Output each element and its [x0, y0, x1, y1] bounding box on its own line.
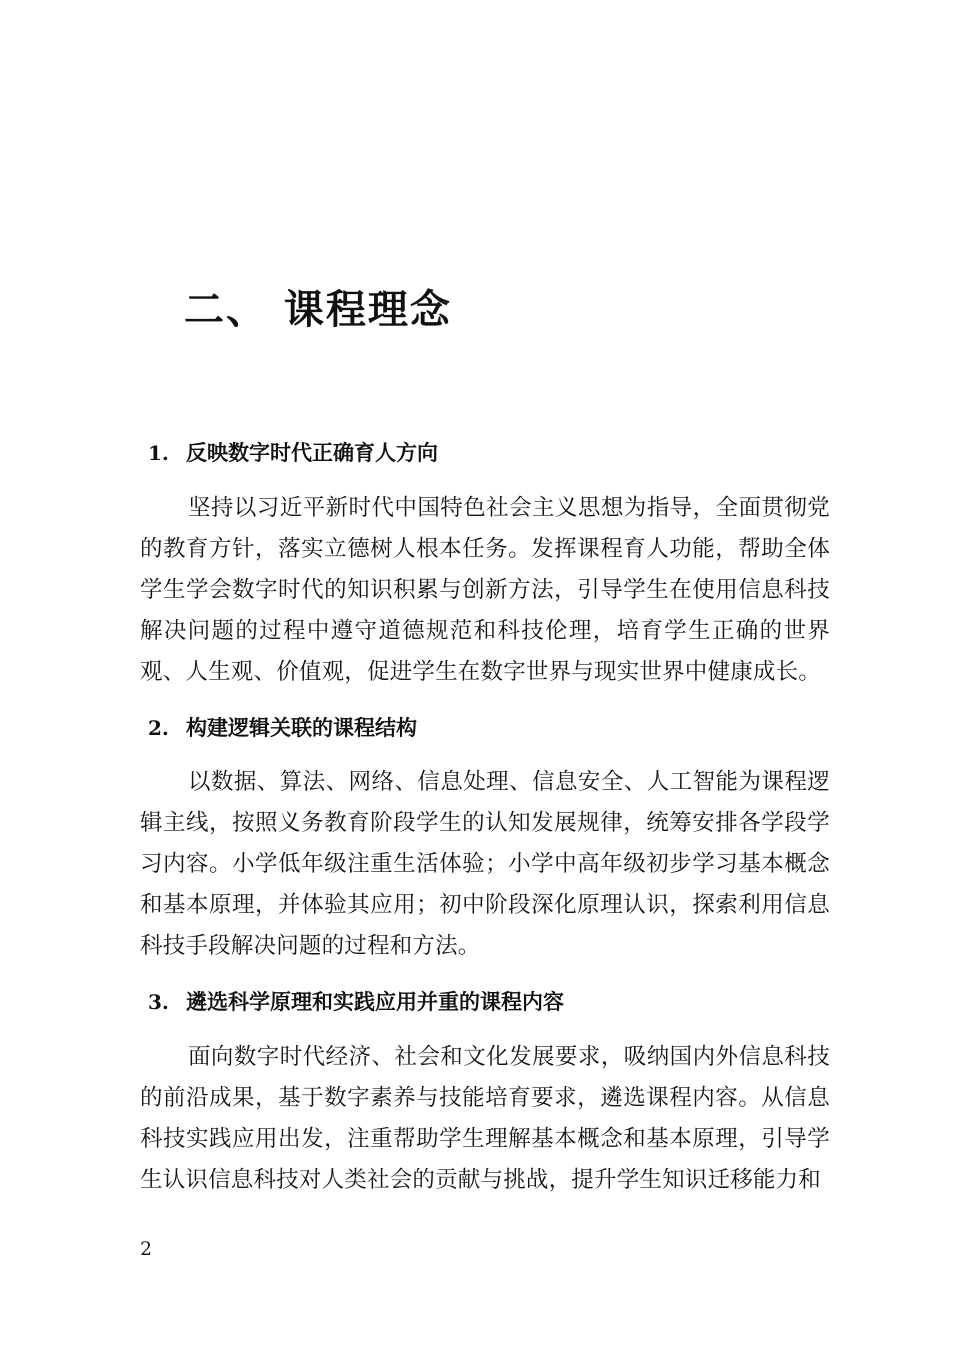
- section-3-paragraph: 面向数字时代经济、社会和文化发展要求，吸纳国内外信息科技的前沿成果，基于数字素养与技能培育要求，遴选课程内容。从信息科技实践应用出发，注重帮助学生理解基本概念和基本原理，引导学生认识信息科技对人类社会的贡献与挑战，提升学生知识迁移能力和: [140, 1043, 830, 1193]
- section-2-heading-text: 构建逻辑关联的课程结构: [186, 715, 417, 740]
- page-content: [140, 286, 830, 1201]
- section-1: [140, 438, 830, 693]
- spacer: [140, 470, 830, 488]
- section-1-heading-text: 反映数字时代正确育人方向: [186, 441, 438, 465]
- spacer: [140, 693, 830, 713]
- section-3: [140, 987, 830, 1201]
- section-2: [140, 713, 830, 968]
- spacer: [140, 967, 830, 987]
- spacer: [140, 744, 830, 762]
- spacer: [140, 1019, 830, 1037]
- section-1-paragraph: 坚持以习近平新时代中国特色社会主义思想为指导，全面贯彻党的教育方针，落实立德树人根本任务。发挥课程育人功能，帮助全体学生学会数字时代的知识积累与创新方法，引导学生在使用信息科技解决问题的过程中遵守道德规范和科技伦理，培育学生正确的世界观、人生观、价值观，促进学生在数字世界与现实世界中健康成长。: [140, 494, 830, 685]
- section-2-paragraph: 以数据、算法、网络、信息处理、信息安全、人工智能为课程逻辑主线，按照义务教育阶段学生的认知发展规律，统筹安排各学段学习内容。小学低年级注重生活体验；小学中高年级初步学习基本概念和基本原理，并体验其应用；初中阶段深化原理认识，探索利用信息科技手段解决问题的过程和方法。: [140, 769, 830, 959]
- page-title: 二、 课程理念: [184, 286, 452, 333]
- section-2-number: 2.: [148, 715, 169, 740]
- section-3-number: 3.: [148, 990, 169, 1014]
- section-1-number: 1.: [148, 441, 169, 465]
- spacer: [140, 334, 830, 438]
- section-1-heading: [140, 438, 830, 470]
- section-2-heading: [140, 713, 830, 745]
- section-3-heading-text: 遴选科学原理和实践应用并重的课程内容: [186, 990, 564, 1014]
- page-number: 2: [140, 1238, 153, 1260]
- section-3-heading: [140, 987, 830, 1019]
